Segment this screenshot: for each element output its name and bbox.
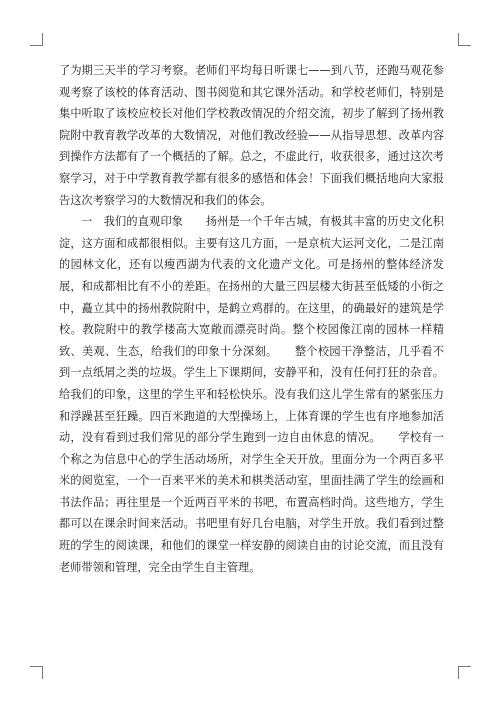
crop-mark-top-left [30, 33, 43, 46]
crop-mark-bottom-right [458, 666, 471, 679]
crop-mark-bottom-left [30, 666, 43, 679]
document-body [59, 60, 444, 578]
paragraph-2: 一 我们的直观印象 扬州是一个千年古城，有极其丰富的历史文化积淀，这方面和成都很相似。主要有这几方面，一是京杭大运河文化，二是江南的园林文化，还有以瘦西湖为代表的文化遗产文化。可是扬州的整体经济发展，和成都相比有不小的差距。在扬州的大量三四层楼大街甚至低矮的小街之中，矗立其中的扬州教院附中，是鹤立鸡群的。在这里，的确最好的建筑是学校。教院附中的教学楼高大宽敞而漂亮时尚。整个校园像江南的园林一样精致、美观、生态，给我们的印象十分深刻。 整个校园干净整洁，几乎看不到一点纸屑之类的垃圾。学生上下课期间，安静平和，没有任何打狂的杂音。给我们的印象，这里的学生平和轻松快乐。没有我们这儿学生常有的紧张压力和浮躁甚至狂躁。四百米跑道的大型操场上，上体育课的学生也有序地参加活动，没有看到过我们常见的部分学生跑到一边自由休息的情况。 学校有一个称之为信息中心的学生活动场所，对学生全天开放。里面分为一个两百多平米的阅览室，一个一百来平米的美术和棋类活动室，里面挂满了学生的绘画和书法作品；再往里是一个近两百平米的书吧，布置高档时尚。这些地方，学生都可以在课余时间来活动。书吧里有好几台电脑，对学生开放。我们看到过整班的学生的阅读课，和他们的课堂一样安静的阅读自由的讨论交流，而且没有老师带领和管理，完全由学生自主管理。 [59, 215, 444, 574]
paragraph-1: 了为期三天半的学习考察。老师们平均每日听课七——到八节，还跑马观花参观考察了该校的体育活动、图书阅览和其它课外活动。和学校老师们，特别是集中听取了该校应校长对他们学校教改情况的介绍交流，初步了解到了扬州教院附中教育教学改革的大数情况，对他们教改经验——从指导思想、改革内容到操作方法都有了一个概括的了解。总之，不虚此行，收获很多，通过这次考察学习，对于中学教育教学都有很多的感悟和体会！下面我们概括地向大家报告这次考察学习的大数情况和我们的体会。 [59, 64, 444, 207]
crop-mark-top-right [458, 33, 471, 46]
